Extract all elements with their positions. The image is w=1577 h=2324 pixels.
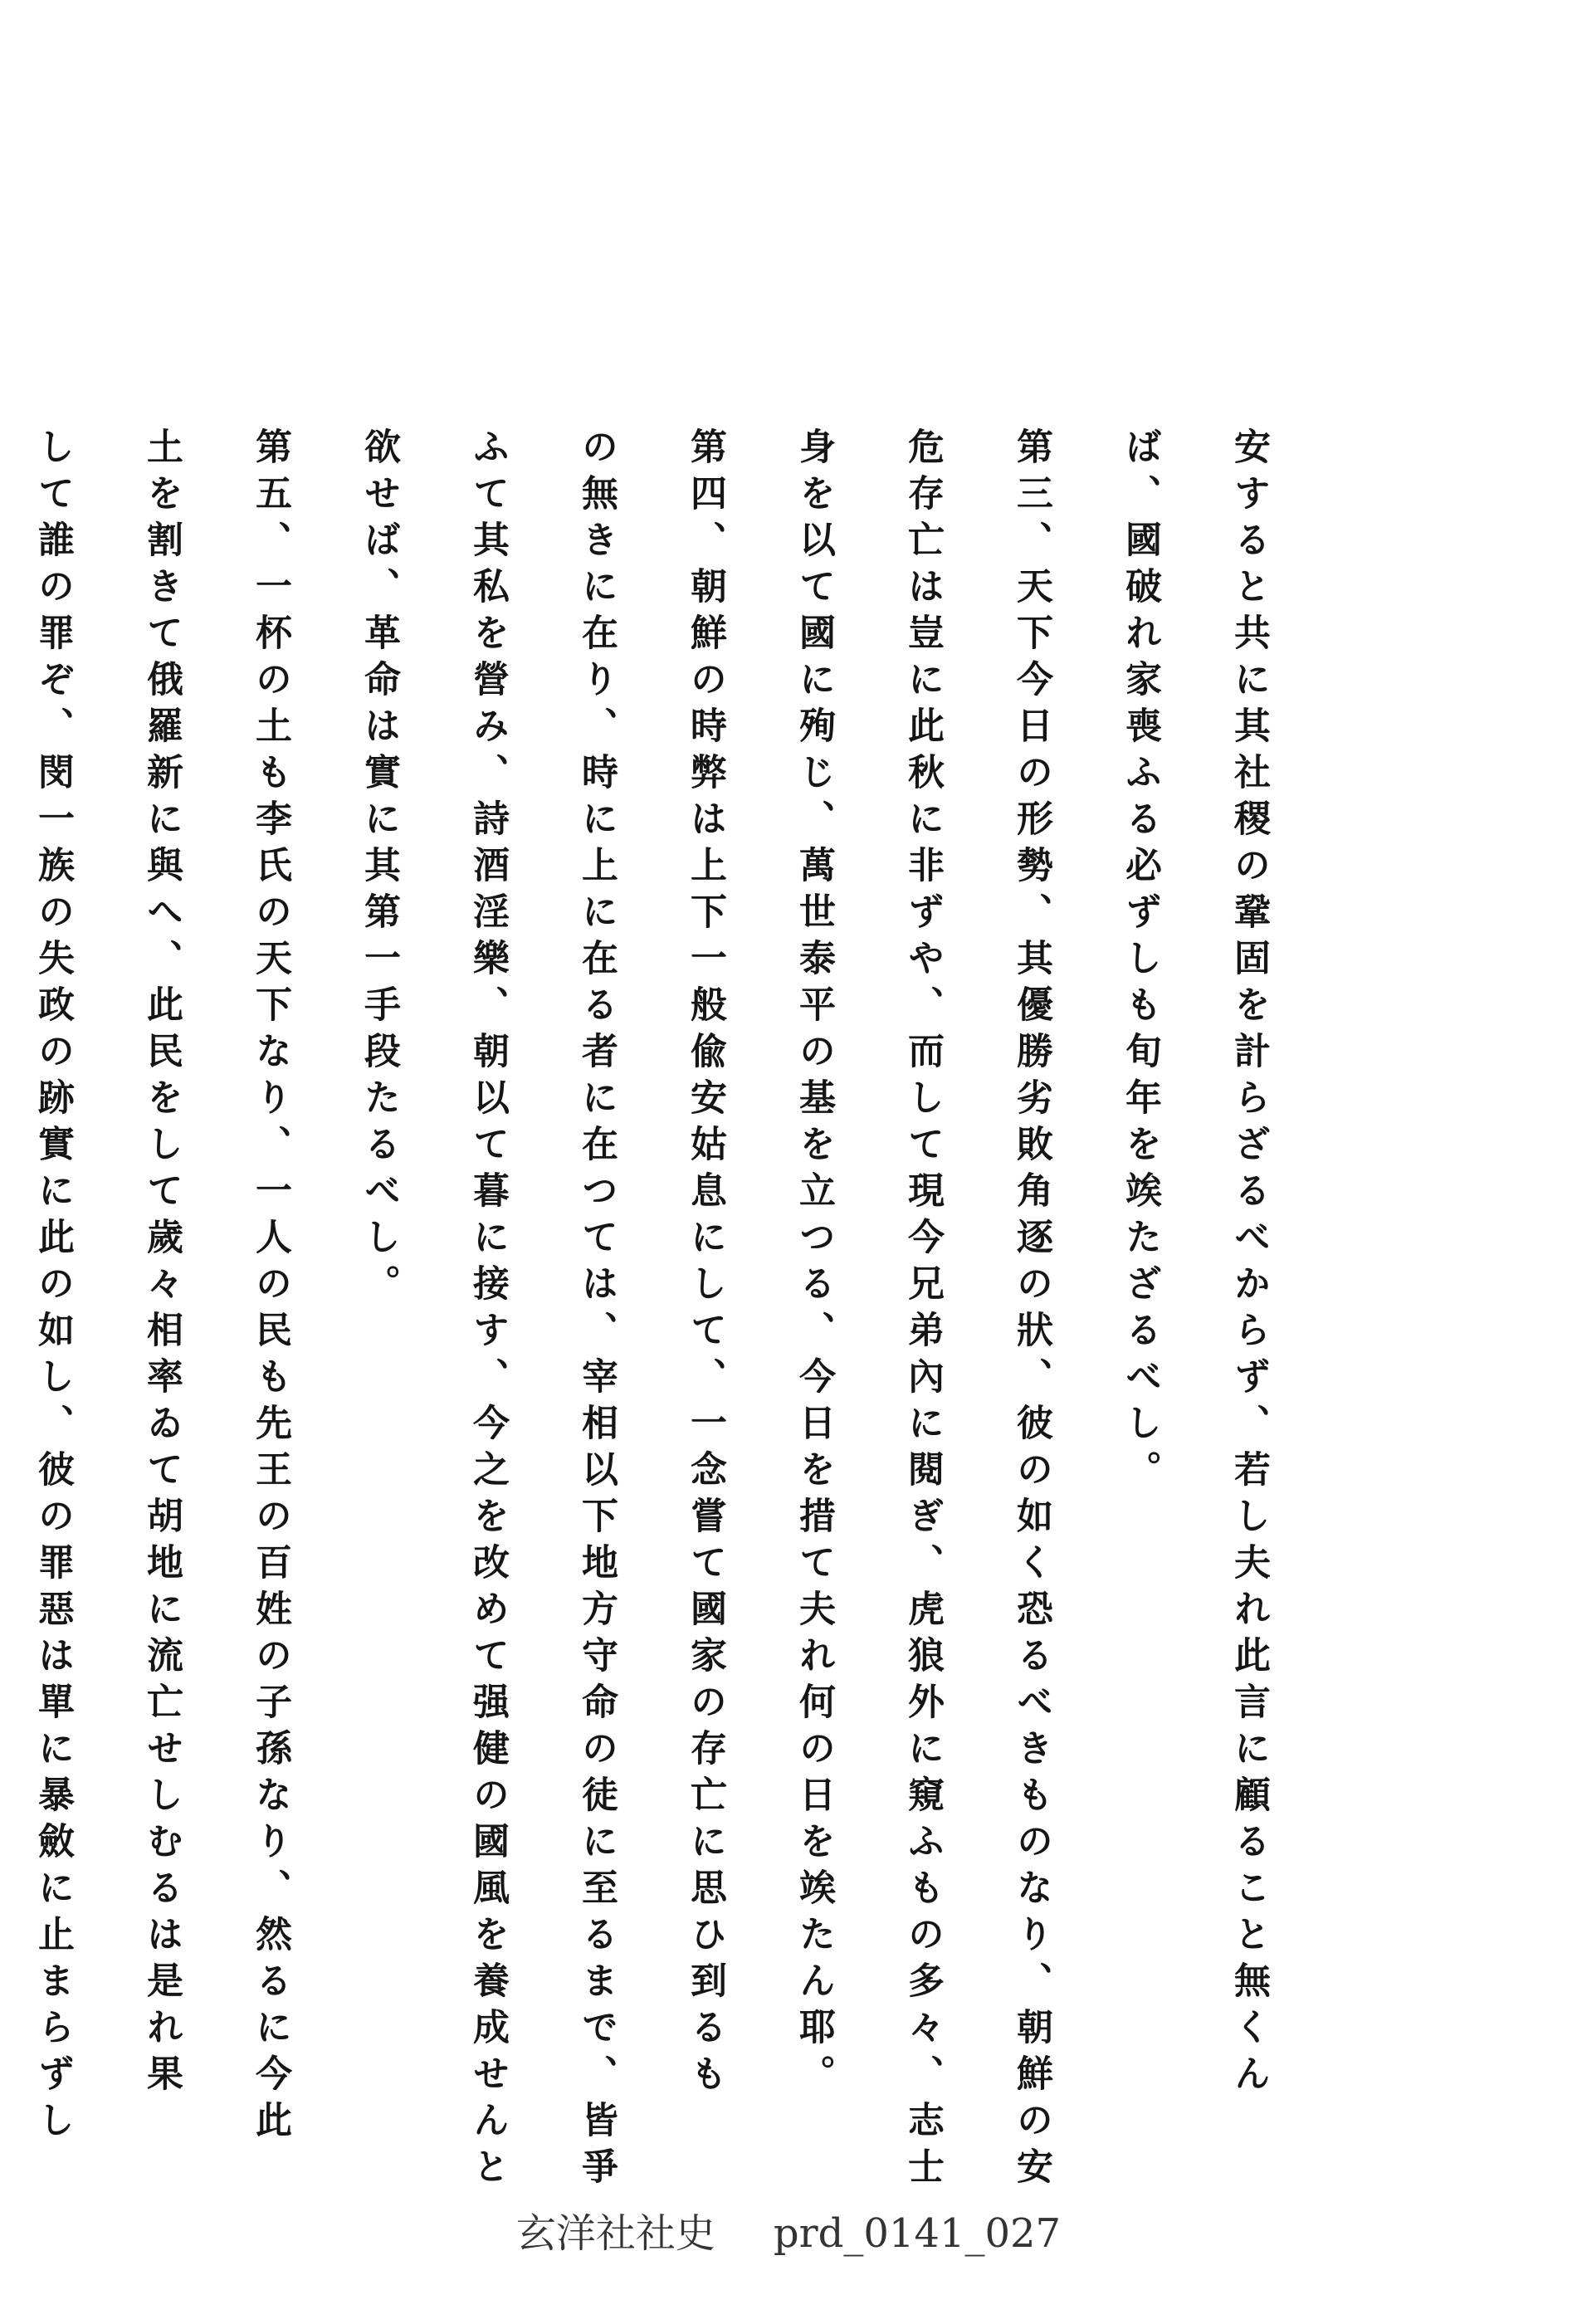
- text-column: 身を以て國に殉じ、萬世泰平の基を立つる、今日を措て夫れ何の日を竢たん耶。: [793, 427, 835, 2101]
- text-column: して誰の罪ぞ、閔一族の失政の跡實に此の如し、彼の罪惡は單に暴斂に止まらずし: [32, 427, 74, 2147]
- text-column: ふて其私を營み、詩酒淫樂、朝以て暮に接す、今之を改めて强健の國風を養成せんと: [466, 427, 509, 2194]
- text-column: の無きに在り、時に上に在る者に在つては、宰相以下地方守命の徒に至るまで、皆爭: [575, 427, 618, 2194]
- page-footer: [0, 2201, 1577, 2258]
- text-column: 第四、朝鮮の時弊は上下一般偸安姑息にして、一念嘗て國家の存亡に思ひ到るも: [684, 427, 726, 2101]
- text-column: 欲せば、革命は實に其第一手段たるべし。: [358, 427, 400, 1311]
- text-column: 危存亡は豈に此秋に非ずや、而して現今兄弟內に閱ぎ、虎狼外に窺ふもの多々、志士: [901, 427, 944, 2194]
- text-column: 第五、一杯の土も李氏の天下なり、一人の民も先王の百姓の子孫なり、然るに今此: [249, 427, 291, 2147]
- vertical-text-block: [0, 427, 1303, 2194]
- text-column: 第三、天下今日の形勢、其優勝劣敗角逐の狀、彼の如く恐るべきものなり、朝鮮の安: [1010, 427, 1052, 2194]
- text-column: 土を割きて俄羅新に與へ、此民をして歲々相率ゐて胡地に流亡せしむるは是れ果: [140, 427, 183, 2101]
- footer-title: 玄洋社社史: [515, 2210, 715, 2257]
- text-column: 安すると共に其社稷の鞏固を計らざるべからず、若し夫れ此言に顧ること無くん: [1228, 427, 1270, 2101]
- text-column: ば、國破れ家喪ふる必ずしも旬年を竢たざるべし。: [1119, 427, 1161, 1496]
- footer-code: prd_0141_027: [773, 2210, 1062, 2257]
